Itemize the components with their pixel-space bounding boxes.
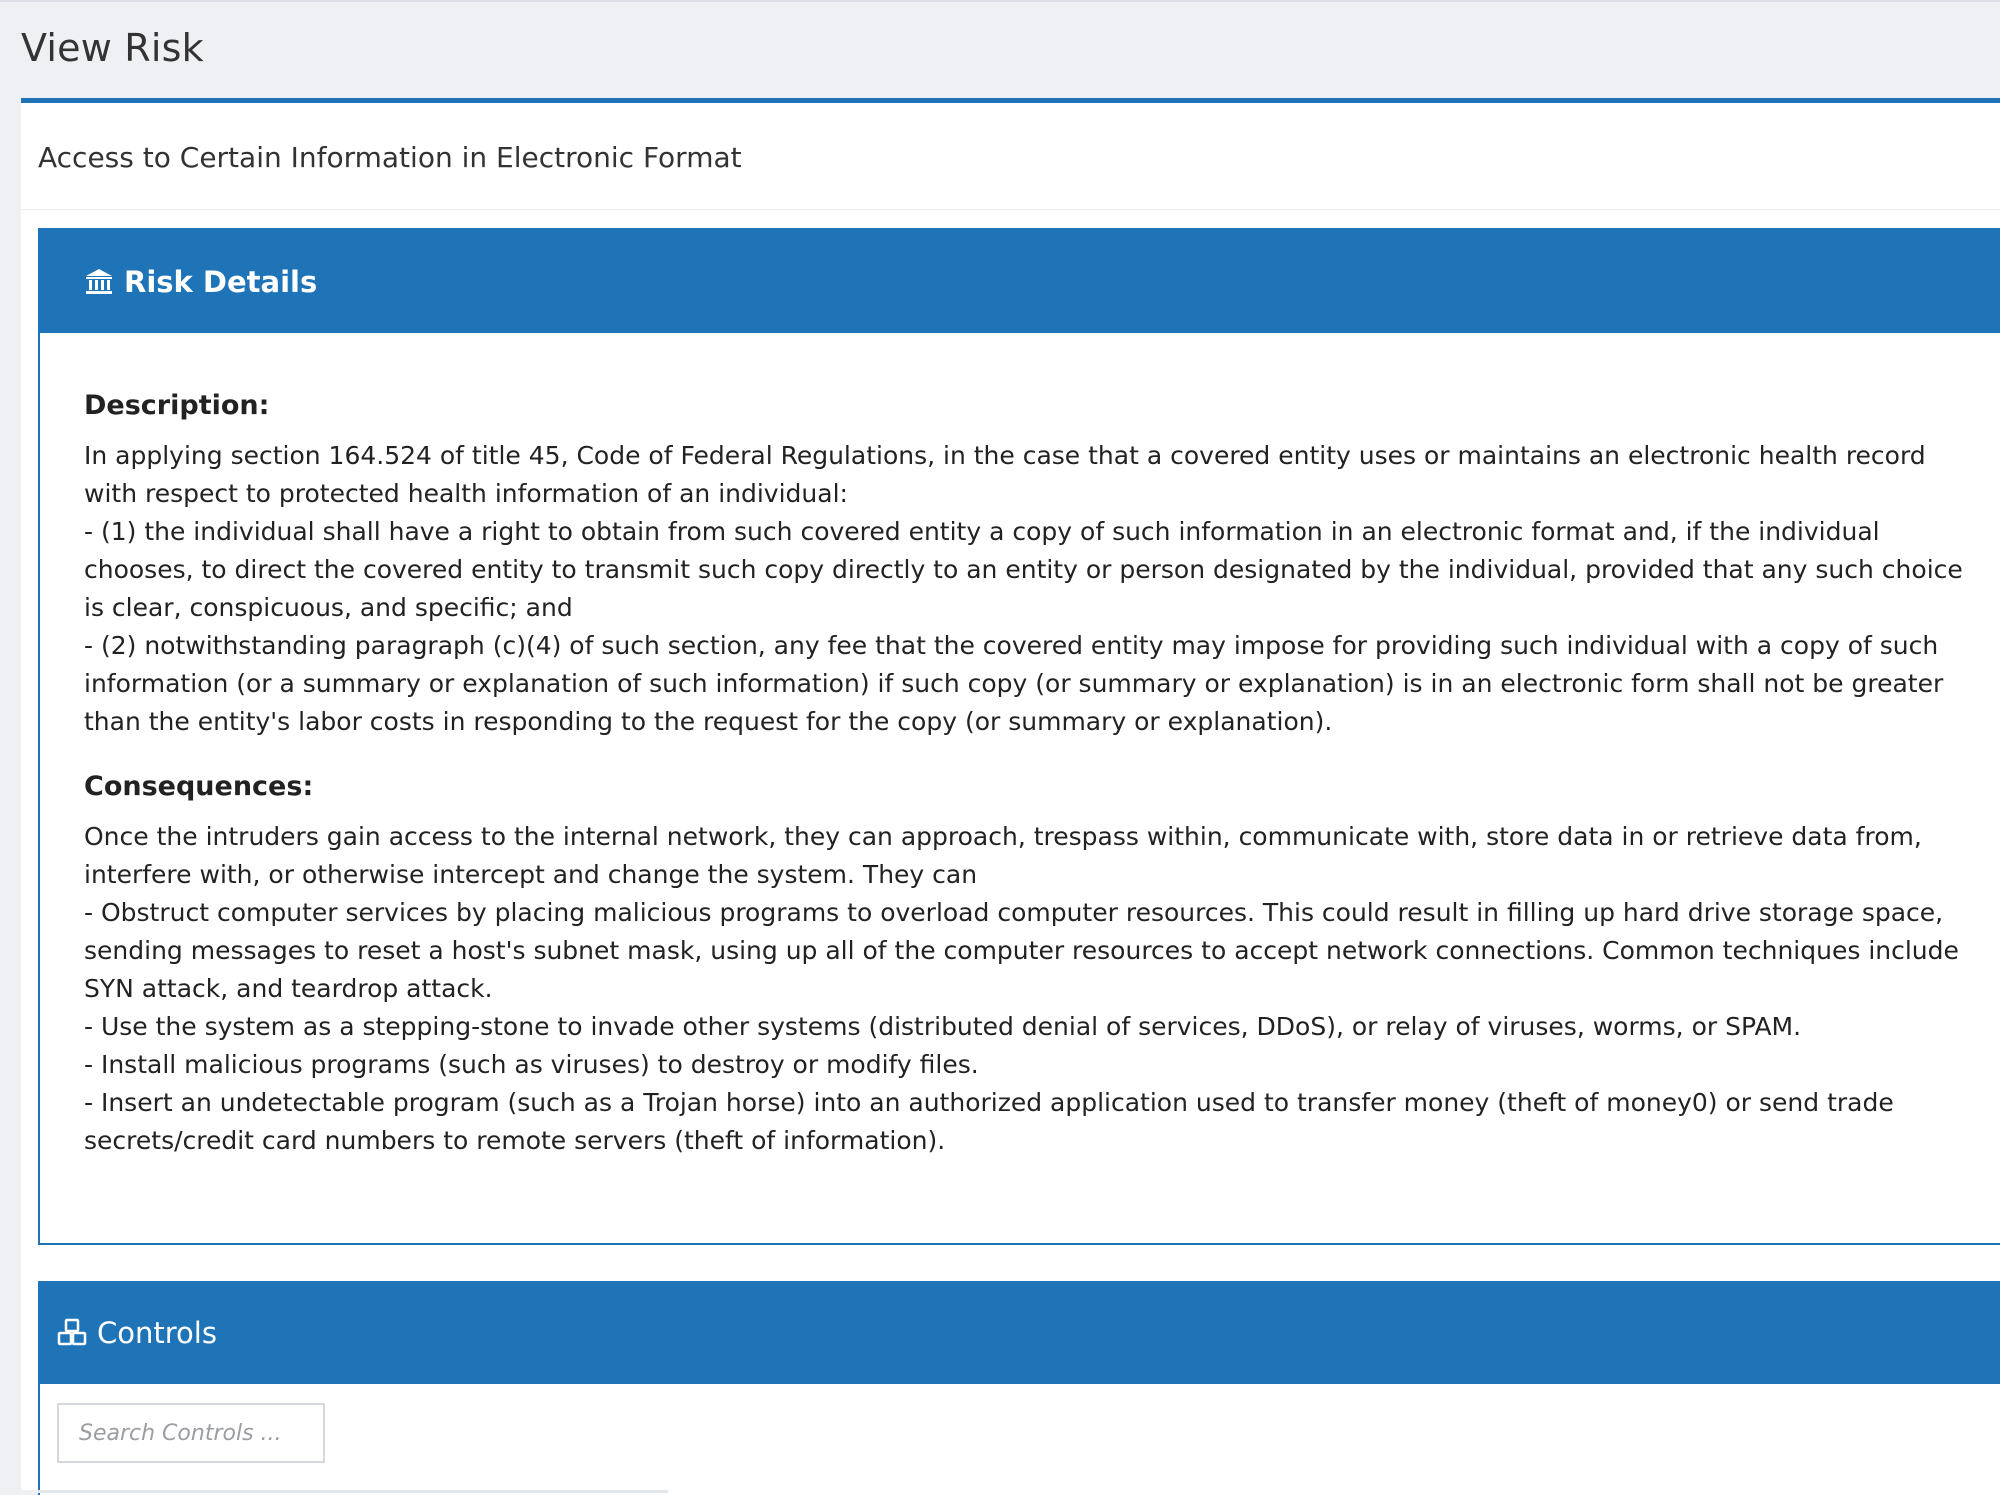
bank-icon (84, 267, 114, 297)
consequences-line: - Insert an undetectable program (such as a Trojan horse) into an authorized application used to transfer money (theft of money0) or send trade secrets/credit card numbers to remote servers (theft of information). (84, 1088, 1894, 1155)
risk-card (21, 98, 2000, 1490)
consequences-label: Consequences: (84, 771, 314, 802)
cubes-icon (57, 1318, 87, 1348)
risk-subject: Access to Certain Information in Electronic Format (38, 141, 742, 174)
table-header-edge (38, 1490, 668, 1493)
risk-details-panel (38, 228, 2000, 1245)
divider (21, 209, 2000, 210)
description-line: - (2) notwithstanding paragraph (c)(4) of such section, any fee that the covered entity may impose for providing such individual with a copy of such information (or a summary or explanation of such information) if such copy (or summary or explanation) is in an electronic form shall not be greater than the entity's labor costs in responding to the request for the copy (or summary or explanation). (84, 631, 1944, 736)
consequences-line: Once the intruders gain access to the internal network, they can approach, trespass within, communicate with, store data in or retrieve data from, interfere with, or otherwise intercept and change the system. They can (84, 822, 1922, 889)
description-label: Description: (84, 390, 270, 421)
search-controls-input[interactable] (57, 1403, 325, 1463)
consequences-line: - Obstruct computer services by placing malicious programs to overload computer resources. This could result in filling up hard drive storage space, sending messages to reset a host's subnet mask, using up all of the computer resources to accept network connections. Common techniques include SYN attack, and teardrop attack. (84, 898, 1959, 1003)
controls-title: Controls (97, 1315, 217, 1350)
controls-panel (38, 1281, 2000, 1495)
description-line: In applying section 164.524 of title 45, Code of Federal Regulations, in the case that a covered entity uses or maintains an electronic health record with respect to protected health information of an individual: (84, 441, 1926, 508)
page-title: View Risk (21, 26, 204, 70)
consequences-line: - Install malicious programs (such as viruses) to destroy or modify files. (84, 1050, 979, 1079)
risk-details-body (84, 390, 1980, 1190)
consequences-text (84, 818, 1980, 1160)
risk-details-heading[interactable] (40, 230, 2000, 333)
controls-heading[interactable] (40, 1281, 2000, 1384)
page-header (0, 0, 2000, 100)
description-text (84, 437, 1980, 741)
consequences-line: - Use the system as a stepping-stone to invade other systems (distributed denial of services, DDoS), or relay of viruses, worms, or SPAM. (84, 1012, 1802, 1041)
description-line: - (1) the individual shall have a right to obtain from such covered entity a copy of such information in an electronic format and, if the individual chooses, to direct the covered entity to transmit such copy directly to an entity or person designated by the individual, provided that any such choice is clear, conspicuous, and specific; and (84, 517, 1963, 622)
risk-details-title: Risk Details (124, 264, 318, 299)
